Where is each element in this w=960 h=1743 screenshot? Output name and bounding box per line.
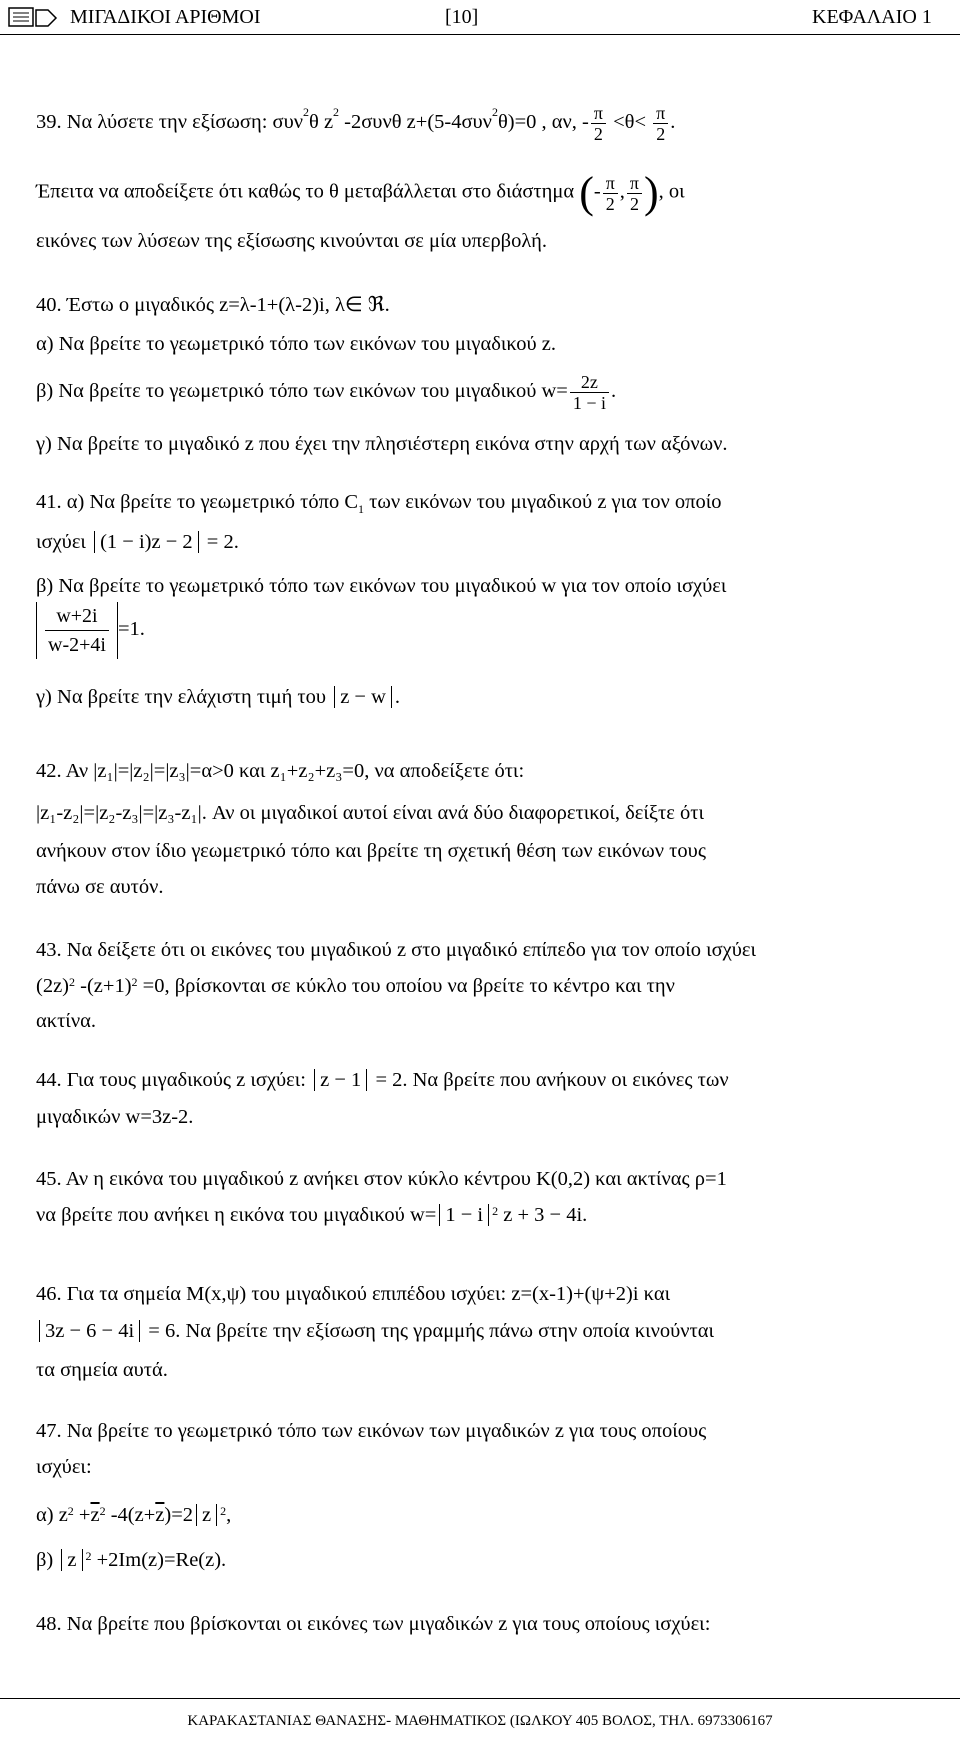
book-icon [8,6,62,28]
page-header [0,0,960,35]
exercise-46-line-2: 3z − 6 − 4i = 6. Να βρείτε την εξίσωση της γραμμής πάνω στην οποία κινούνται [36,1318,714,1344]
exercise-42-line-2: |z₁-z₂|=|z₂-z₃|=|z₃-z₁|. Αν οι μιγαδικοί αυτοί είναι ανά δύο διαφορετικοί, δείξτε ότι [36,802,705,824]
exercise-41-c: γ) Να βρείτε την ελάχιστη τιμή του z − w . [36,686,401,708]
exercise-46-line-3: τα σημεία αυτά. [36,1359,168,1381]
exercise-41-b-cond: $\frac{w+2i}{w-2+4i}$ =1. [36,602,145,659]
exercise-47-line-1: 47. Να βρείτε το γεωμετρικό τόπο των εικόνων των μιγαδικών z για τους οποίους [36,1420,707,1442]
exercise-41-b: β) Να βρείτε το γεωμετρικό τόπο των εικόνων του μιγαδικού w για τον οποίο ισχύει [36,575,727,597]
exercise-43-line-1: 43. Να δείξετε ότι οι εικόνες του μιγαδικού z στο μιγαδικό επίπεδο για τον οποίο ισχύει [36,939,757,961]
exercise-41-a: 41. α) Να βρείτε το γεωμετρικό τόπο $C_1$ των εικόνων του μιγαδικού z για τον οποίο [36,491,722,517]
exercise-42-line-4: πάνω σε αυτόν. [36,876,164,898]
exercise-43-line-2: $(2z)^2$ $-(z+1)^2 =0$, βρίσκονται σε κύκλο του οποίου να βρείτε το κέντρο και την [36,975,675,997]
exercise-41-a-cond: ισχύει (1 − i)z − 2 = 2. [36,531,239,553]
exercise-47-line-2: ισχύει: [36,1456,92,1478]
header-page-number: [10] [445,6,479,28]
exercise-45-line-2: να βρείτε που ανήκει η εικόνα του μιγαδικού w= 1 − i $^2$ z + 3 − 4i. [36,1204,588,1226]
exercise-40-line-1: 40. Έστω ο μιγαδικός z=λ-1+(λ-2)i, λ∈ ℜ. [36,294,390,316]
exercise-46-line-1: 46. Για τα σημεία Μ(x,ψ) του μιγαδικού επιπέδου ισχύει: z=(x-1)+(ψ+2)i και [36,1283,671,1305]
page-footer: ΚΑΡΑΚΑΣΤΑΝΙΑΣ ΘΑΝΑΣΗΣ- ΜΑΘΗΜΑΤΙΚΟΣ (ΙΩΛΚΟΥ 405 ΒΟΛΟΣ, ΤΗΛ. 6973306167 [0,1698,960,1730]
exercise-40-b: β) Να βρείτε το γεωμετρικό τόπο των εικόνων του μιγαδικού w= $\frac{2z}{1 - i}$ . [36,372,617,413]
exercise-47-a: α) $z^2 +\overline{z}^2$ $-4(z+\overline{z})=2$ z $^2$, [36,1504,232,1526]
exercise-40-a: α) Να βρείτε το γεωμετρικό τόπο των εικόνων του μιγαδικού z. [36,333,556,355]
header-title: ΜΙΓΑΔΙΚΟΙ ΑΡΙΘΜΟΙ [70,6,261,28]
exercise-39-line-2: Έπειτα να αποδείξετε ότι καθώς το θ μεταβάλλεται στο διάστημα (- $\frac{\pi}{2}$ , $\frac{\pi}{2}$ ), οι [36,168,685,217]
exercise-43-line-3: ακτίνα. [36,1010,96,1032]
exercise-47-b: β) z $^2$ +2Im(z)=Re(z). [36,1549,227,1571]
header-chapter: ΚΕΦΑΛΑΙΟ 1 [812,6,932,28]
exercise-45-line-1: 45. Αν η εικόνα του μιγαδικού z ανήκει στον κύκλο κέντρου Κ(0,2) και ακτίνας ρ=1 [36,1168,727,1190]
exercise-42-line-3: ανήκουν στον ίδιο γεωμετρικό τόπο και βρείτε τη σχετική θέση των εικόνων τους [36,840,706,862]
exercise-44-line-1: 44. Για τους μιγαδικούς z ισχύει: z − 1 = 2. Να βρείτε που ανήκουν οι εικόνες των [36,1069,729,1091]
exercise-40-c: γ) Να βρείτε το μιγαδικό z που έχει την πλησιέστερη εικόνα στην αρχή των αξόνων. [36,433,728,455]
exercise-42-line-1: 42. Αν |z₁|=|z₂|=|z₃|=α>0 και z₁+z₂+z₃=0, να αποδείξετε ότι: [36,760,525,782]
exercise-44-line-2: μιγαδικών w=3z-2. [36,1106,194,1128]
pi-over-2: $\frac{\pi}{2}$ [653,103,668,144]
exercise-48-line-1: 48. Να βρείτε που βρίσκονται οι εικόνες των μιγαδικών z για τους οποίους ισχύει: [36,1613,711,1635]
exercise-39-line-3: εικόνες των λύσεων της εξίσωσης κινούνται σε μία υπερβολή. [36,230,547,252]
exercise-39-line-1: 39. Να λύσετε την εξίσωση: συν$^2$θ $z^2$ -2συνθ z+(5-4συν$^2$θ)=0 , αν, - $\frac{\pi}{2}$ <θ< $\frac{\pi}{2}$ . [36,103,676,144]
pi-over-2: $\frac{\pi}{2}$ [591,103,606,144]
